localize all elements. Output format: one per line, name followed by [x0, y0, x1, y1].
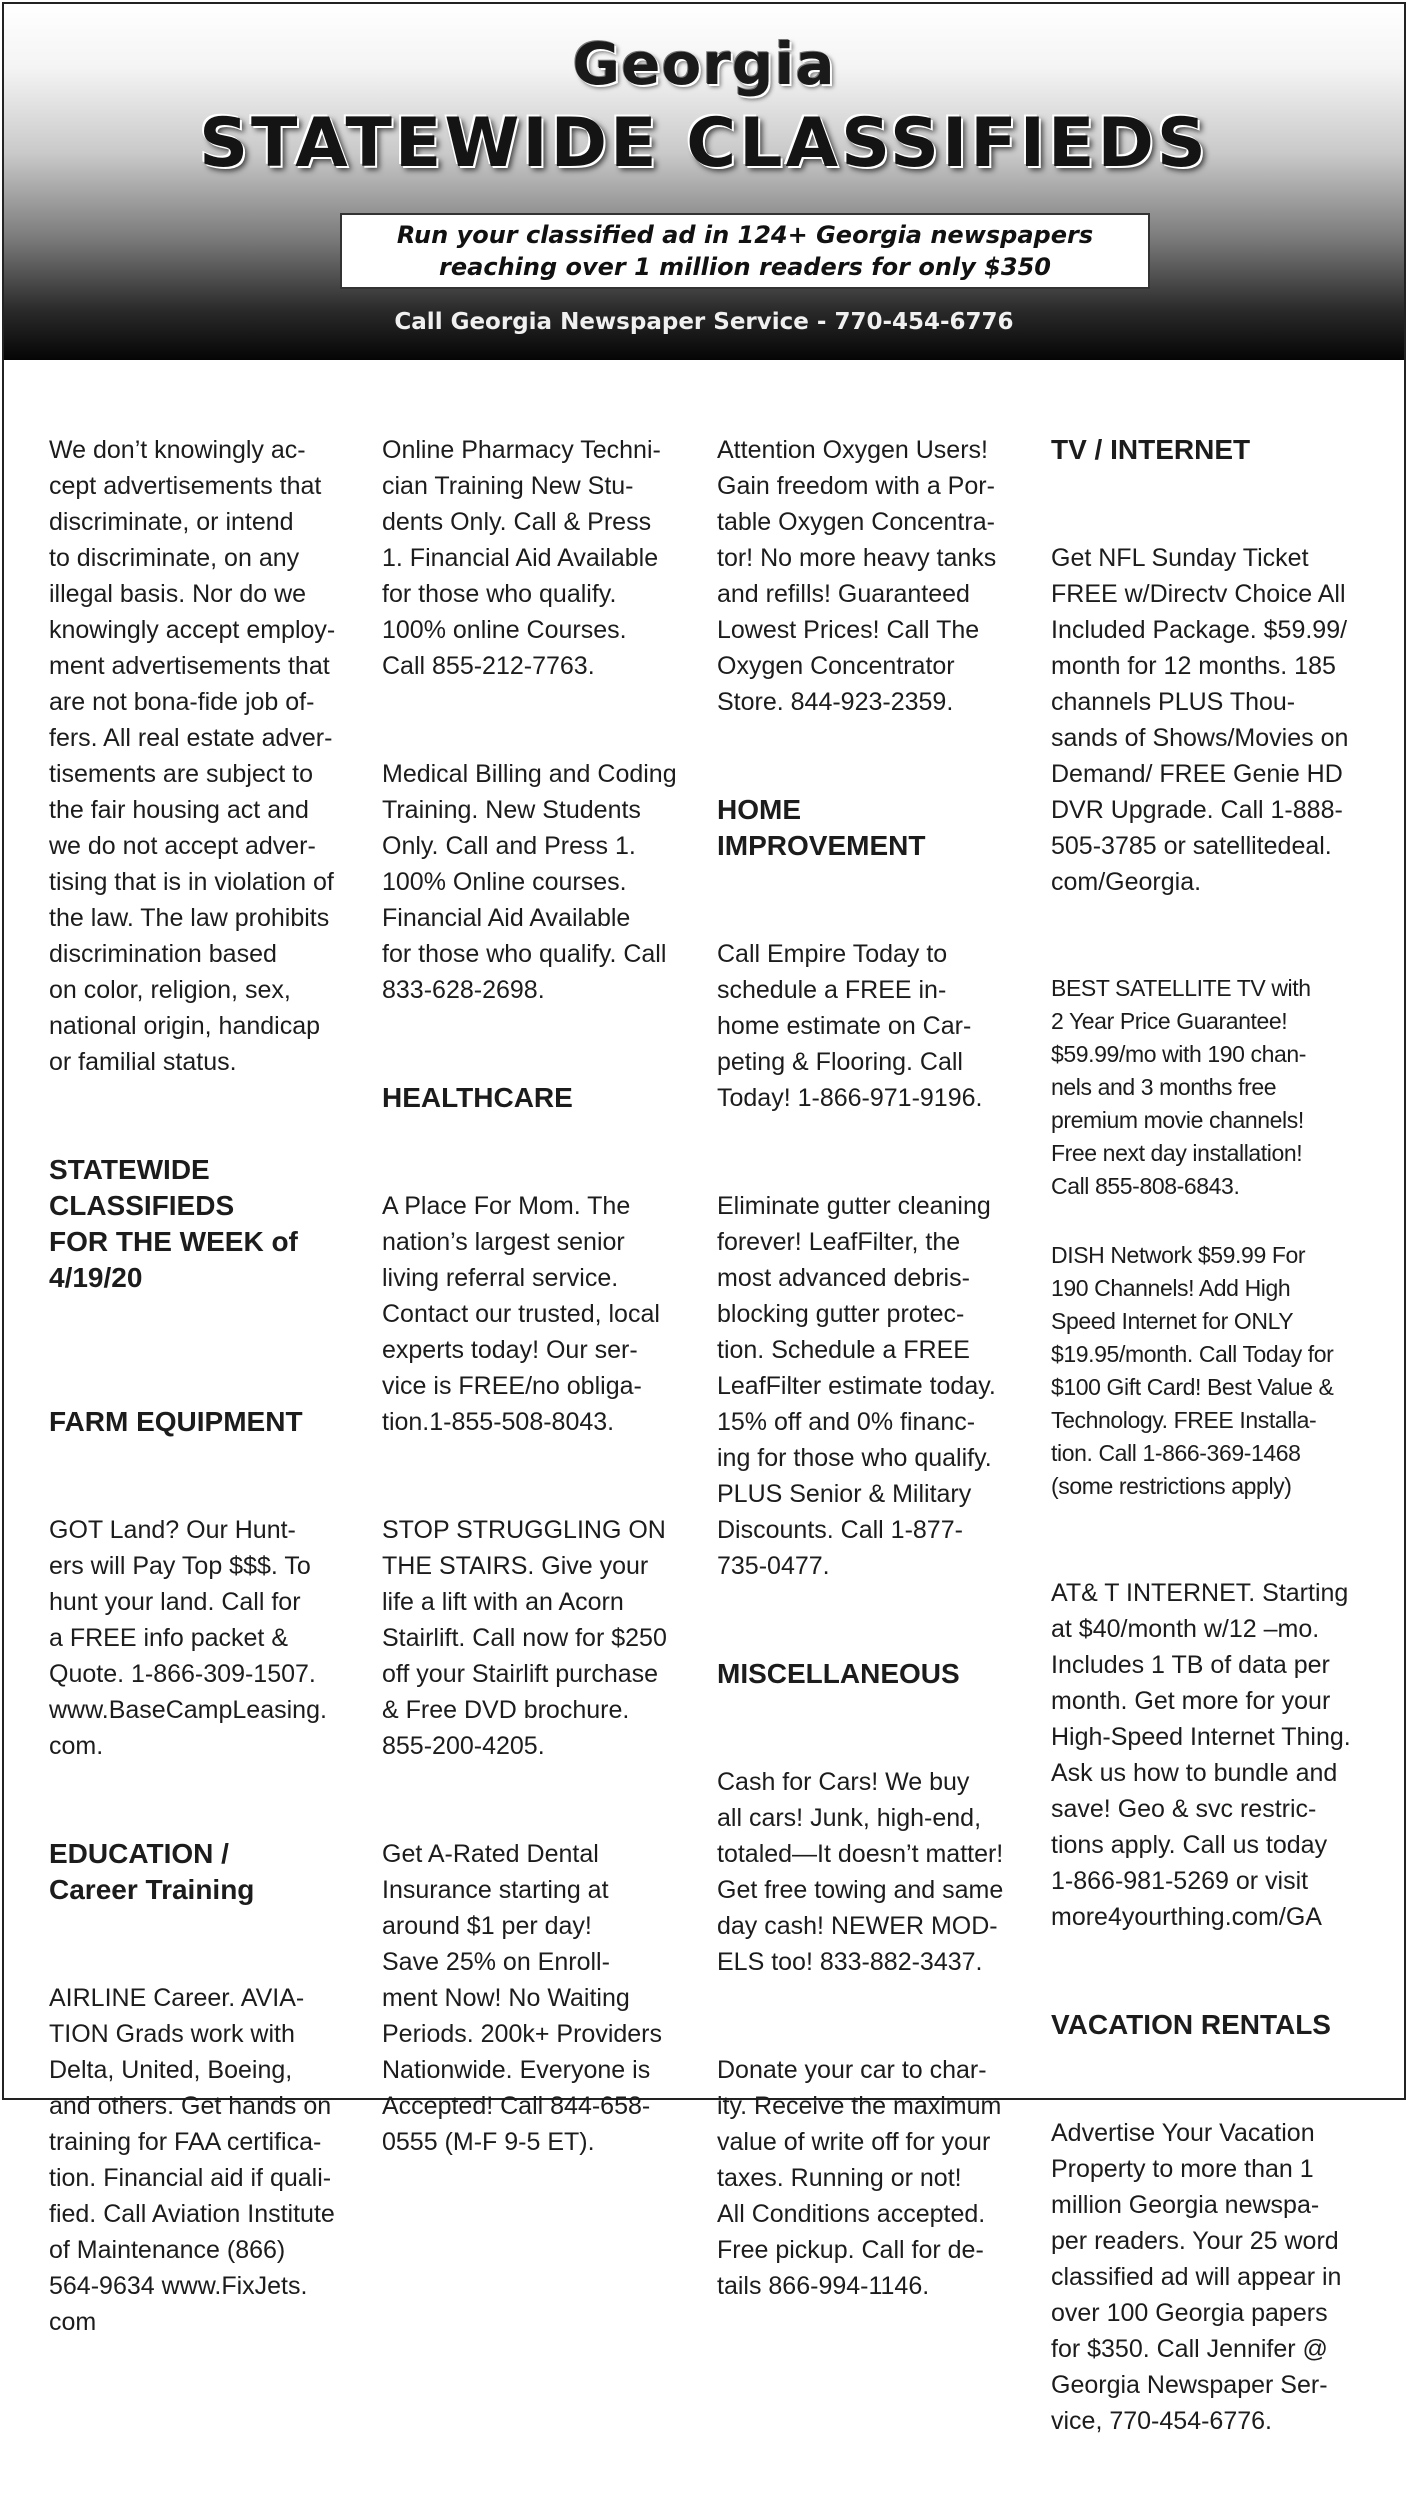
ad-empire-today: Call Empire Today to schedule a FREE in- home estimate on Car- peting & Flooring. Call Today! 1-866-971-9196. — [717, 940, 983, 1112]
column-3 — [717, 396, 1047, 2376]
column-2 — [382, 396, 712, 2232]
masthead-tagline-box — [340, 213, 1150, 289]
week-heading: STATEWIDE CLASSIFIEDS FOR THE WEEK of 4/19/20 — [49, 1154, 298, 1293]
ad-hunting-land: GOT Land? Our Hunt- ers will Pay Top $$$. To hunt your land. Call for a FREE info packet & Quote. 1-866-309-1507. www.BaseCampLeasing. com. — [49, 1516, 327, 1760]
ad-best-satellite-tv: BEST SATELLITE TV with 2 Year Price Guarantee! $59.99/mo with 190 chan- nels and 3 months free premium movie channels! Free next day installation! Call 855-808-6843. — [1051, 975, 1311, 1199]
classifieds-page — [2, 2, 1406, 2435]
section-heading-farm-equipment: FARM EQUIPMENT — [49, 1406, 303, 1437]
ad-dish-network: DISH Network $59.99 For 190 Channels! Add High Speed Internet for ONLY $19.95/month. Call Today for $100 Gift Card! Best Value & Technology. FREE Installa- tion. Call 1-866-369-1468 (some restrictions apply) — [1051, 1242, 1334, 1499]
masthead — [4, 4, 1404, 360]
ad-nfl-sunday-ticket: Get NFL Sunday Ticket FREE w/Directv Choice All Included Package. $59.99/ month for 12 months. 185 channels PLUS Thou- sands of Shows/Movies on Demand/ FREE Genie HD DVR Upgrade. Call 1-888- 505-3785 or satellitedeal. com/Georgia. — [1051, 544, 1349, 896]
ad-leaffilter: Eliminate gutter cleaning forever! LeafFilter, the most advanced debris- blocking gutter protec- tion. Schedule a FREE LeafFilter estimate today. 15% off and 0% financ- ing for those who qualify. PLUS Senior & Military Discounts. Call 1-877- 735-0477. — [717, 1192, 996, 1580]
ad-stairlift: STOP STRUGGLING ON THE STAIRS. Give your life a lift with an Acorn Stairlift. Call now for $250 off your Stairlift purchase & Free DVD brochure. 855-200-4205. — [382, 1516, 667, 1760]
column-4 — [1051, 396, 1386, 2511]
masthead-tagline-line-1: Run your classified ad in 124+ Georgia newspapers — [396, 221, 1094, 249]
column-1 — [49, 396, 379, 2412]
disclaimer-text: We don’t knowingly ac- cept advertisements that discriminate, or intend to discriminate, on any illegal basis. Nor do we knowingly accept employ- ment advertisements that are not bona-fide job of- fers. All real estate adver- tisements are subject to the fair housing act and we do not accept adver- tising that is in violation of the law. The law prohibits discrimination based on color, religion, sex, national origin, handicap or familial status. — [49, 436, 336, 1076]
masthead-call-line: Call Georgia Newspaper Service - 770-454-6776 — [394, 309, 1014, 335]
ad-dental-insurance: Get A-Rated Dental Insurance starting at around $1 per day! Save 25% on Enroll- ment Now! No Waiting Periods. 200k+ Providers Nationwide. Everyone is Accepted! Call 844-658- 0555 (M-F 9-5 ET). — [382, 1840, 663, 2156]
section-heading-tv-internet: TV / INTERNET — [1051, 434, 1251, 465]
section-heading-healthcare: HEALTHCARE — [382, 1082, 573, 1113]
ad-car-donation: Donate your car to char- ity. Receive the maximum value of write off for your taxes. Running or not! All Conditions accepted. Free pickup. Call for de- tails 866-994-1146. — [717, 2056, 1002, 2300]
ad-pharmacy-technician: Online Pharmacy Techni- cian Training New Stu- dents Only. Call & Press 1. Financial Aid Available for those who qualify. 100% online Courses. Call 855-212-7763. — [382, 436, 661, 680]
section-heading-home-improvement: HOME IMPROVEMENT — [717, 794, 926, 861]
ad-medical-billing: Medical Billing and Coding Training. New Students Only. Call and Press 1. 100% Online courses. Financial Aid Available for those who qualify. Call 833-628-2698. — [382, 760, 677, 1004]
ad-oxygen-concentrator: Attention Oxygen Users! Gain freedom with a Por- table Oxygen Concentra- tor! No more heavy tanks and refills! Guaranteed Lowest Prices! Call The Oxygen Concentrator Store. 844-923-2359. — [717, 436, 997, 716]
masthead-state: Georgia — [572, 30, 836, 98]
ad-cash-for-cars: Cash for Cars! We buy all cars! Junk, high-end, totaled—It doesn’t matter! Get free towing and same day cash! NEWER MOD- ELS too! 833-882-3437. — [717, 1768, 1004, 1976]
section-heading-education: EDUCATION / Career Training — [49, 1838, 255, 1905]
ad-att-internet: AT& T INTERNET. Starting at $40/month w/12 –mo. Includes 1 TB of data per month. Get more for your High-Speed Internet Thing. Ask us how to bundle and save! Geo & svc restric- tions apply. Call us today 1-866-981-5269 or visit more4yourthing.com/GA — [1051, 1579, 1351, 1931]
masthead-tagline-line-2: reaching over 1 million readers for only $350 — [439, 253, 1051, 281]
ad-place-for-mom: A Place For Mom. The nation’s largest senior living referral service. Contact our trusted, local experts today! Our ser- vice is FREE/no obliga- tion.1-855-508-8043. — [382, 1192, 660, 1436]
ad-vacation-rentals: Advertise Your Vacation Property to more than 1 million Georgia newspa- per readers. Your 25 word classified ad will appear in over 100 Georgia papers for $350. Call Jennifer @ Georgia Newspaper Ser- vice, 770-454-6776. — [1051, 2119, 1342, 2435]
masthead-title: STATEWIDE CLASSIFIEDS — [199, 104, 1209, 183]
section-heading-vacation-rentals: VACATION RENTALS — [1051, 2009, 1331, 2040]
section-heading-miscellaneous: MISCELLANEOUS — [717, 1658, 960, 1689]
ad-airline-career: AIRLINE Career. AVIA- TION Grads work with Delta, United, Boeing, and others. Get hands on training for FAA certifica- tion. Financial aid if quali- fied. Call Aviation Institute of Maintenance (866) 564-9634 www.FixJets. com — [49, 1984, 335, 2336]
